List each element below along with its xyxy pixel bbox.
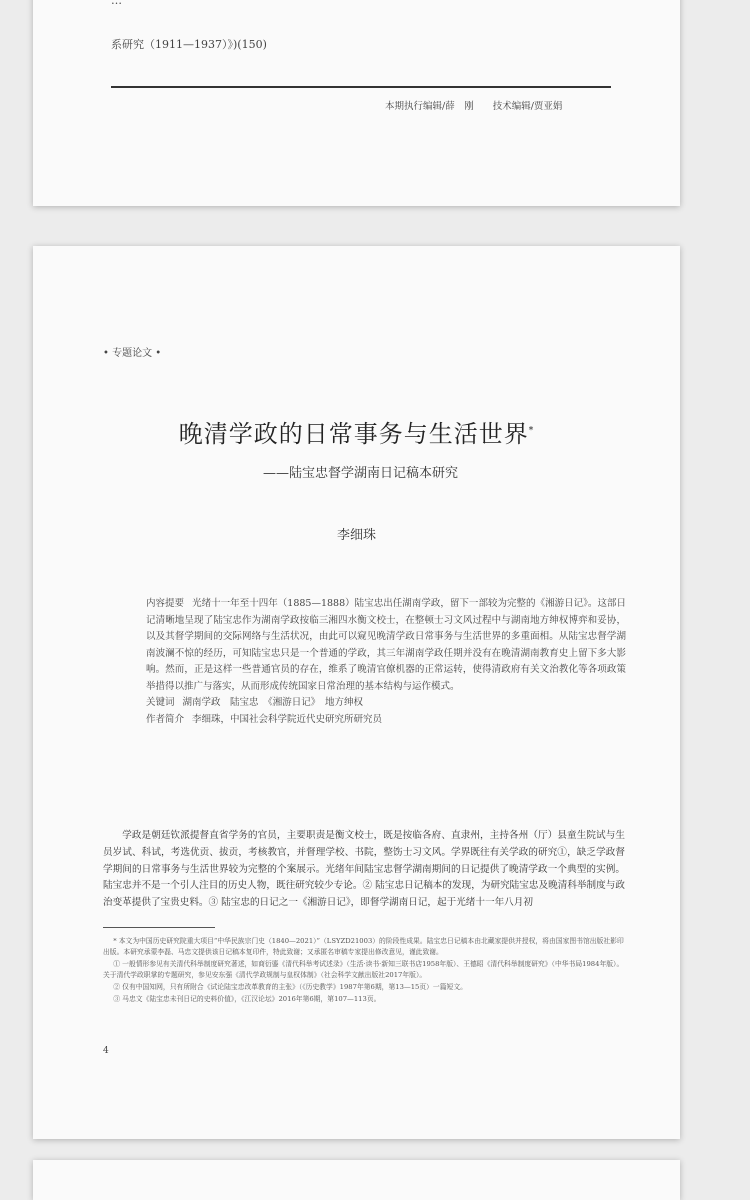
page-number: 4 [103, 1046, 109, 1056]
article-subtitle: ——陆宝忠督学湖南日记稿本研究 [262, 466, 458, 481]
column-tag: • 专题论文 • [103, 348, 162, 359]
abstract-block [146, 596, 626, 728]
footnote: ② 仅有中国知网，只有所附合《试论陆宝忠改革教育的主张》（《历史教学》1987年第6期，第13—15页）一篇短文。 [113, 983, 467, 991]
previous-page-rule [111, 86, 611, 88]
footnotes [103, 936, 625, 1006]
previous-page-truncated-line: … [111, 0, 122, 7]
keywords-label: 关键词 [146, 697, 175, 708]
keywords-line [146, 695, 626, 712]
abstract-paragraph [146, 596, 626, 695]
author-bio-line [146, 712, 626, 729]
author-bio-text: 李细珠，中国社会科学院近代史研究所研究员 [192, 713, 383, 725]
keywords-text: 湖南学政 陆宝忠 《湘游日记》 地方绅权 [182, 697, 364, 708]
article-page [33, 246, 680, 1139]
article-author: 李细珠 [336, 528, 376, 543]
footnote: ① 一般情形参见有关清代科举制度研究著述，如商衍鎏《清代科举考试述录》（生活·读书·新知三联书店1958年版）、王德昭《清代科举制度研究》（中华书局1984年版）。关于清代学政职掌的专题研究，参见安东强《清代学政规制与皇权体制》（社会科学文献出版社2017年版）。 [103, 960, 624, 979]
editor-credit: 本期执行编辑/薛 刚 技术编辑/贾亚娟 [385, 101, 563, 112]
footnote: ③ 马忠文《陆宝忠未刊日记的史料价值》，《江汉论坛》2016年第6期，第107—113页。 [113, 995, 381, 1003]
footnote: * 本文为中国历史研究院重大项目“中华民族宗门史（1840—2021）”（LSYZD21003）的阶段性成果。陆宝忠日记稿本由北藏家提供并授权，将由国家图书馆出版社影印出版。本研究承蒙李磊、马忠文提供该日记稿本复印件，特此致谢；又承匿名审稿专家提出修改意见，谨此致谢。 [103, 937, 624, 956]
previous-page-toc-tail: 系研究（1911—1937）》)(150) [111, 38, 267, 51]
abstract-text: 光绪十一年至十四年（1885—1888）陆宝忠出任湖南学政，留下一部较为完整的《湘游日记》。这部日记清晰地呈现了陆宝忠作为湖南学政按临三湘四水衡文校士，在整顿士习文风过程中与湖南地方绅权博弈和妥协，以及其督学期间的交际网络与生活状况，由此可以窥见晚清学政日常事务与生活世界的多重面相。从陆宝忠督学湖南波澜不惊的经历，可知陆宝忠只是一个普通的学政，其三年湖南学政任期并没有在晚清湖南教育史上留下多大影响。然而，正是这样一些普通官员的存在，维系了晚清官僚机器的正常运转，使得清政府有关文治教化等各项政策举措得以推广与落实，从而形成传统国家日常治理的基本结构与运作模式。 [146, 598, 626, 692]
author-bio-label: 作者简介 [146, 713, 185, 725]
next-page [33, 1160, 680, 1200]
article-title [33, 414, 680, 449]
footnote-rule [103, 927, 215, 928]
title-note-mark: * [528, 426, 535, 436]
body-paragraph: 学政是朝廷钦派提督直省学务的官员，主要职责是衡文校士，既是按临各府、直隶州，主持各州（厅）县童生院试与生员岁试、科试，考选优贡、拔贡，考核教官，并督理学校、书院，整饬士习文风。学界既往有关学政的研究①，缺乏学政督学期间的日常事务与生活世界较为完整的个案展示。光绪年间陆宝忠督学湖南期间的日记提供了晚清学政一个典型的实例。陆宝忠并不是一个引人注目的历史人物，既往研究较少专论。② 陆宝忠日记稿本的发现，为研究陆宝忠及晚清科举制度与政治变革提供了宝贵史料。③ 陆宝忠的日记之一《湘游日记》，即督学湖南日记，起于光绪十一年八月初 [103, 830, 625, 909]
article-title-text: 晚清学政的日常事务与生活世界 [178, 420, 529, 448]
abstract-label: 内容提要 [146, 598, 185, 609]
previous-page [33, 0, 680, 206]
